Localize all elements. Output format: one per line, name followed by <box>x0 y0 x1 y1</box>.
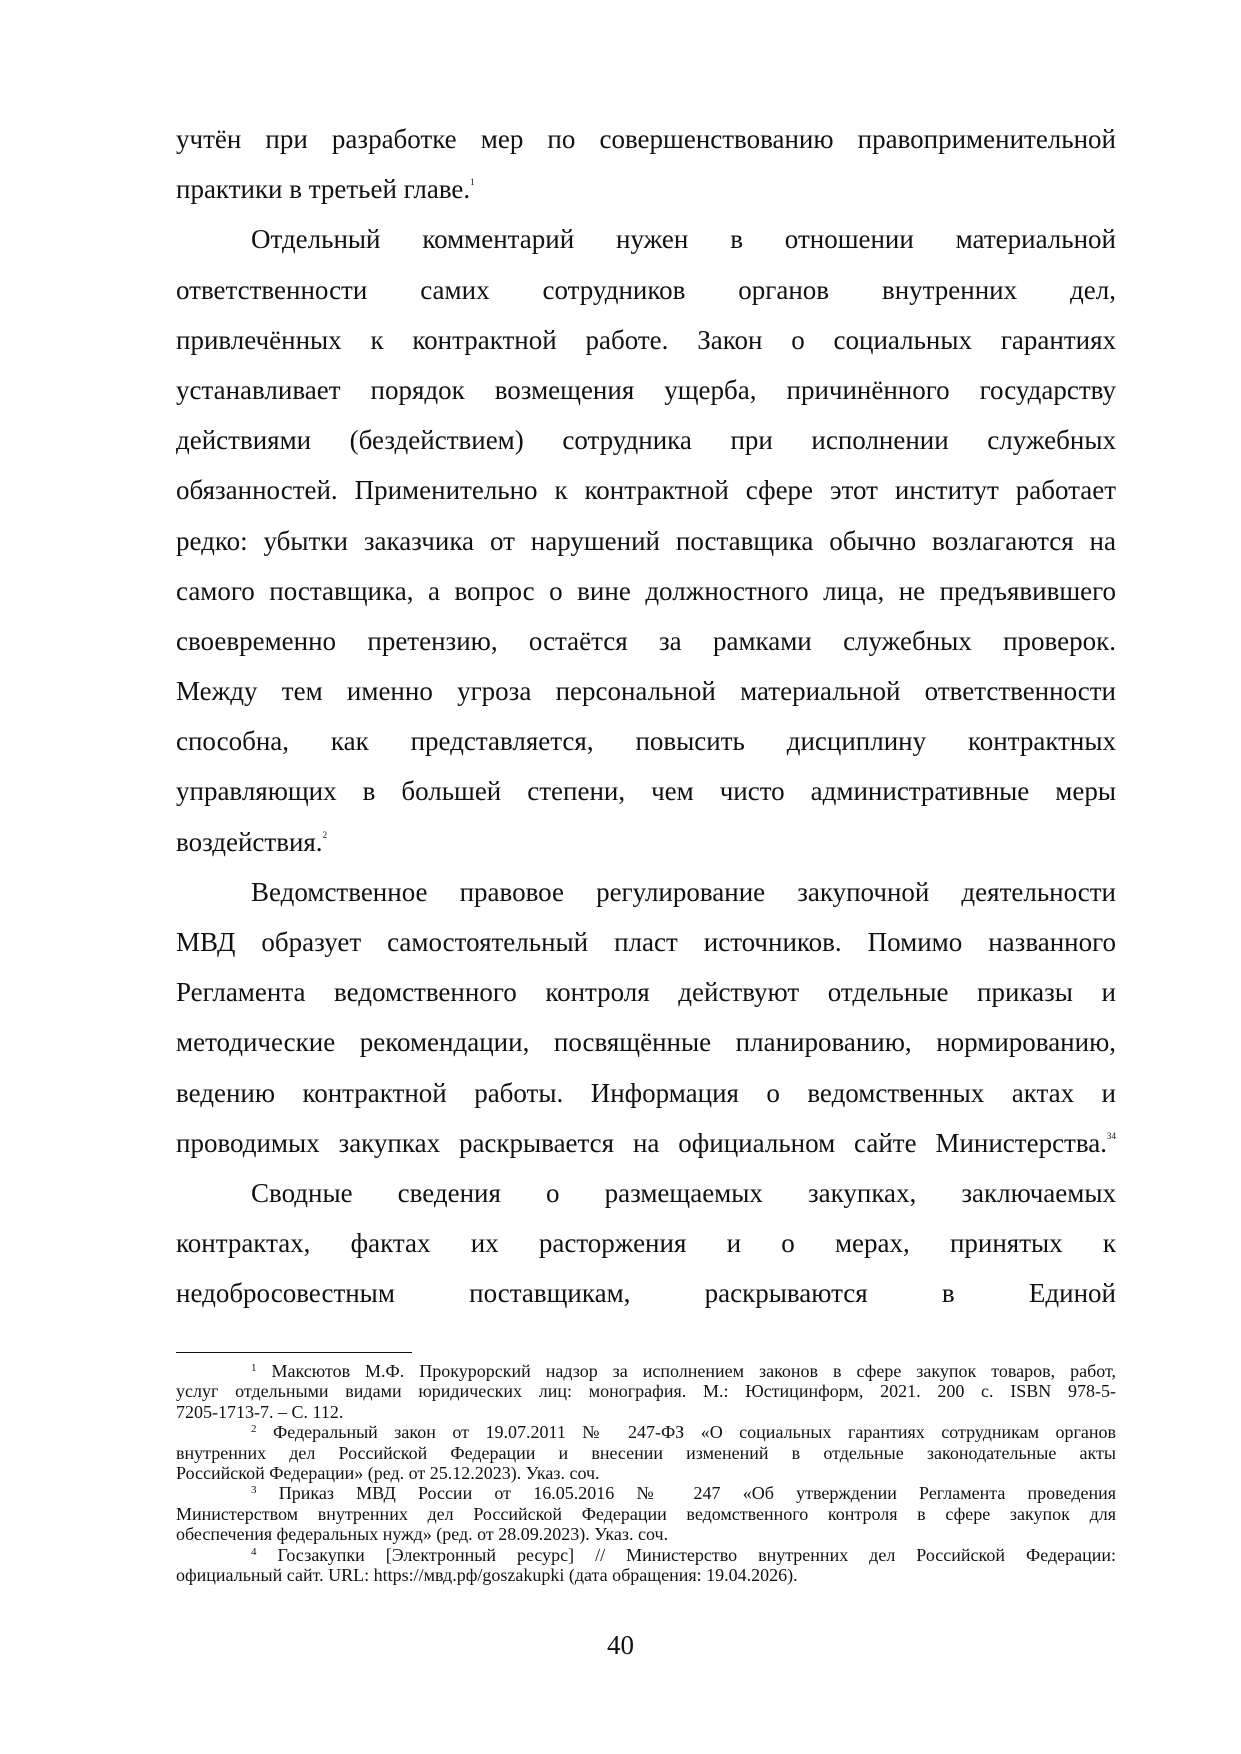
body-line: действиями (бездействием) сотрудника при исполнении служебных <box>176 425 1116 456</box>
body-line: проводимых закупках раскрывается на официальном сайте Министерства.$^{34}$ <box>176 1127 1116 1158</box>
footnote-line: Министерством внутренних дел Российской Федерации ведомственного контроля в сфере закупок для <box>176 1503 1116 1524</box>
footnote-line: официальный сайт. URL: https://мвд.рф/goszakupki (дата обращения: 19.04.2026). <box>176 1564 798 1585</box>
body-line: ведению контрактной работы. Информация о ведомственных актах и <box>176 1077 1116 1108</box>
body-line: контрактах, фактах их расторжения и о мерах, принятых к <box>176 1228 1116 1259</box>
body-line: устанавливает порядок возмещения ущерба, причинённого государству <box>176 374 1116 405</box>
footnote-line: обеспечения федеральных нужд» (ред. от 28.09.2023). Указ. соч. <box>176 1524 669 1545</box>
footnote-line: Российской Федерации» (ред. от 25.12.2023). Указ. соч. <box>176 1462 600 1483</box>
body-line: Регламента ведомственного контроля действуют отдельные приказы и <box>176 977 1116 1008</box>
paragraph-start: Ведомственное правовое регулирование закупочной деятельности <box>251 876 1116 907</box>
footnote-line: внутренних дел Российской Федерации и внесении изменений в отдельные законодательные акты <box>176 1442 1116 1463</box>
footnotes <box>176 1361 1116 1585</box>
footnote-number: 1 <box>251 1362 257 1374</box>
footnote-number: 4 <box>251 1545 257 1558</box>
footnote-marker[interactable]: 34 <box>1107 1130 1116 1141</box>
body-line: управляющих в большей степени, чем чисто административные меры <box>176 776 1116 807</box>
footnote-number: 3 <box>251 1484 257 1497</box>
body-line: привлечённых к контрактной работе. Закон о социальных гарантиях <box>176 324 1116 355</box>
body-line: ответственности самих сотрудников органов внутренних дел, <box>176 274 1116 305</box>
body-line: Между тем именно угроза персональной материальной ответственности <box>176 676 1116 707</box>
footnote-4: $^4$ Госзакупки [Электронный ресурс] // Министерство внутренних дел Российской Федерации: <box>251 1544 1117 1565</box>
body-line: способна, как представляется, повысить дисциплину контрактных <box>176 726 1116 757</box>
body-line: недобросовестным поставщикам, раскрываются в Единой <box>176 1278 1116 1309</box>
footnote-marker[interactable]: 1 <box>470 177 475 188</box>
footnote-1: $^1$ Максютов М.Ф. Прокурорский надзор за исполнением законов в сфере закупок товаров, работ, <box>251 1361 1116 1381</box>
footnote-2: $^2$ Федеральный закон от 19.07.2011 № 247-ФЗ «О социальных гарантиях сотрудникам органов <box>251 1422 1117 1443</box>
page-number: 40 <box>607 1630 634 1660</box>
paragraph-start: Отдельный комментарий нужен в отношении материальной <box>251 224 1116 255</box>
body-line: практики в третьей главе.$^1$ <box>176 174 475 205</box>
footnote-marker[interactable]: 2 <box>322 829 328 840</box>
body-line: обязанностей. Применительно к контрактной сфере этот институт работает <box>176 475 1116 506</box>
body-line: самого поставщика, а вопрос о вине должностного лица, не предъявившего <box>176 575 1116 606</box>
body-line: редко: убытки заказчика от нарушений поставщика обычно возлагаются на <box>176 525 1116 556</box>
footnote-number: 2 <box>251 1423 257 1436</box>
footnote-separator <box>176 1352 412 1353</box>
body-line: воздействия.$^2$ <box>176 826 328 857</box>
body-line: МВД образует самостоятельный пласт источников. Помимо названного <box>176 927 1116 957</box>
body-line: учтён при разработке мер по совершенствованию правоприменительной <box>176 124 1116 154</box>
body-line: своевременно претензию, остаётся за рамками служебных проверок. <box>176 625 1116 656</box>
body-line: методические рекомендации, посвящённые планированию, нормированию, <box>176 1027 1116 1058</box>
footnote-line: 7205-1713-7. – С. 112. <box>176 1401 344 1422</box>
paragraph-start: Сводные сведения о размещаемых закупках, заключаемых <box>251 1177 1116 1208</box>
body-text <box>176 114 1116 1319</box>
footnote-line: услуг отдельными видами юридических лиц: монография. М.: Юстицинформ, 2021. 200 с. ISBN 978-5- <box>176 1381 1116 1402</box>
footnote-3: $^3$ Приказ МВД России от 16.05.2016 № 247 «Об утверждении Регламента проведения <box>251 1483 1117 1504</box>
